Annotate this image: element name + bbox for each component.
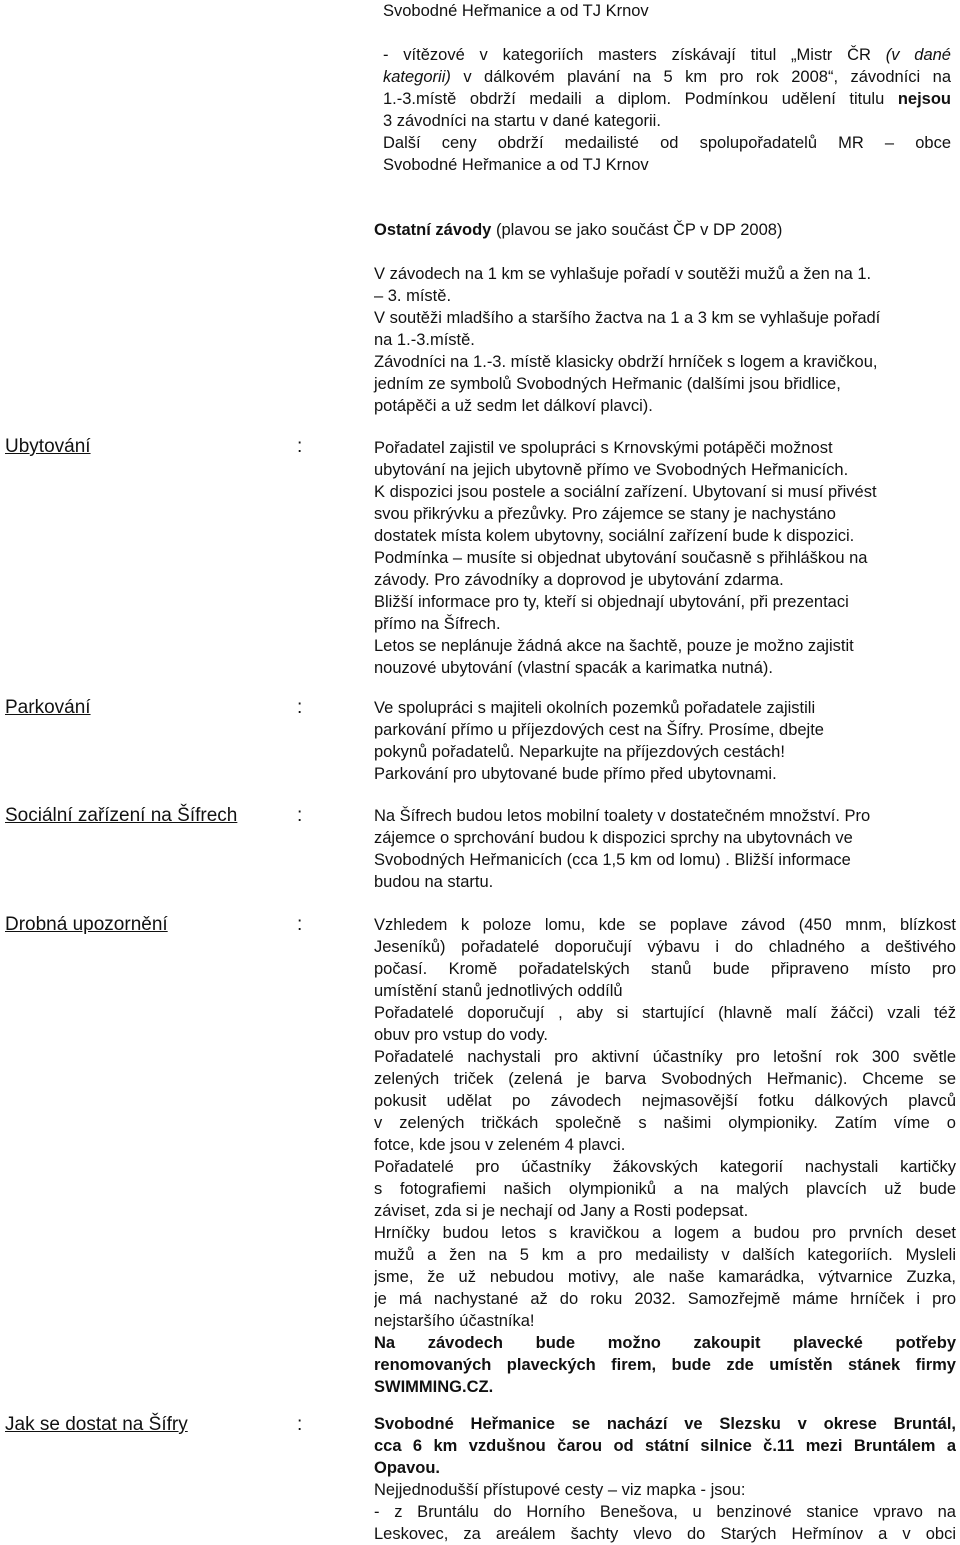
accommodation-colon: :	[297, 436, 303, 457]
prizes-paragraph	[383, 132, 951, 176]
accommodation-line: Letos se neplánuje žádná akce na šachtě, pouze je možno zajistit	[374, 637, 854, 655]
parking-line: Ve spolupráci s majiteli okolních pozemků pořadatele zajistili	[374, 699, 816, 717]
other-races-body	[374, 263, 956, 417]
notes-line: obuv pro vstup do vody.	[374, 1026, 548, 1044]
notes-bold-line: SWIMMING.CZ.	[374, 1378, 494, 1396]
parking-body	[374, 697, 956, 785]
other-races-line: na 1.-3.místě.	[374, 331, 475, 349]
masters-line-1-italic: (v dané	[885, 46, 951, 64]
notes-line: Pořadatelé pro účastníky žákovských kategorií nachystali kartičky	[374, 1158, 956, 1176]
accommodation-line: nouzové ubytování (vlastní spacák a karimatka nutná).	[374, 659, 773, 677]
notes-line: zelených triček (zelená je barva Svobodných Heřmanic). Chceme se	[374, 1070, 956, 1088]
notes-label: Drobná upozornění	[5, 914, 168, 935]
accommodation-line: Podmínka – musíte si objednat ubytování současně s přihláškou na	[374, 549, 868, 567]
masters-line-3-text: 1.-3.místě obdrží medaili a diplom. Podmínkou udělení titulu	[383, 90, 898, 108]
notes-line: jsme, že už nebudou motivy, ale naše kamarádka, výtvarnice Zuzka,	[374, 1268, 956, 1286]
accommodation-line: dostatek místa kolem ubytovny, sociální zařízení bude k dispozici.	[374, 527, 855, 545]
facilities-line: Na Šífrech budou letos mobilní toalety v dostatečném množství. Pro	[374, 807, 871, 825]
masters-line-3-bold: nejsou	[897, 90, 951, 108]
notes-bold-line: Na závodech bude možno zakoupit plavecké potřeby	[374, 1334, 956, 1352]
accommodation-body	[374, 437, 956, 679]
prizes-line-2: Svobodné Heřmanice a od TJ Krnov	[383, 156, 649, 174]
other-races-heading-bold: Ostatní závody	[374, 221, 492, 239]
parking-colon: :	[297, 697, 303, 718]
masters-line-1	[383, 44, 951, 66]
other-races-line: V soutěži mladšího a staršího žactva na 1 a 3 km se vyhlašuje pořadí	[374, 309, 881, 327]
notes-line: Hrníčky budou letos s kravičkou a logem a budou pro prvních deset	[374, 1224, 956, 1242]
notes-line: Pořadatelé doporučují , aby si startující (hlavně malí žáčci) vzali též	[374, 1004, 956, 1022]
facilities-line: zájemce o sprchování budou k dispozici sprchy na ubytovnách ve	[374, 829, 853, 847]
masters-line-1-text: - vítězové v kategoriích masters získávají titul „Mistr ČR	[383, 46, 886, 64]
notes-line: Vzhledem k poloze lomu, kde se poplave závod (450 mnm, blízkost	[374, 916, 956, 934]
accommodation-line: Bližší informace pro ty, kteří si objednají ubytování, při prezentaci	[374, 593, 849, 611]
other-races-line: – 3. místě.	[374, 287, 452, 305]
accommodation-line: závody. Pro závodníky a doprovod je ubytování zdarma.	[374, 571, 784, 589]
notes-line: pokusit udělat po závodech nejmasovější fotku dálkových plavců	[374, 1092, 956, 1110]
parking-label: Parkování	[5, 697, 91, 718]
parking-line: parkování přímo u příjezdových cest na Šífry. Prosíme, dbejte	[374, 721, 824, 739]
directions-label: Jak se dostat na Šífry	[5, 1414, 188, 1435]
facilities-body	[374, 805, 956, 893]
accommodation-line: přímo na Šífrech.	[374, 615, 501, 633]
other-races-line: V závodech na 1 km se vyhlašuje pořadí v soutěži mužů a žen na 1.	[374, 265, 872, 283]
directions-bold-line: Opavou.	[374, 1459, 441, 1477]
masters-line-3	[383, 88, 951, 110]
masters-paragraph	[383, 44, 951, 132]
masters-line-2-text: v dálkovém plavání na 5 km pro rok 2008“, závodníci na	[450, 68, 951, 86]
directions-body	[374, 1413, 956, 1545]
other-races-line: jedním ze symbolů Svobodných Heřmanic (dalšími jsou břidlice,	[374, 375, 841, 393]
other-races-heading-rest: (plavou se jako součást ČP v DP 2008)	[491, 221, 783, 239]
accommodation-label: Ubytování	[5, 436, 91, 457]
masters-line-2	[383, 66, 951, 88]
accommodation-line: ubytování na jejich ubytovně přímo ve Svobodných Heřmanicích.	[374, 461, 849, 479]
parking-line: pokynů pořadatelů. Neparkujte na příjezdových cestách!	[374, 743, 785, 761]
accommodation-line: K dispozici jsou postele a sociální zařízení. Ubytovaní si musí přivést	[374, 483, 877, 501]
facilities-colon: :	[297, 805, 303, 826]
other-races-line: Závodníci na 1.-3. místě klasicky obdrží hrníček s logem a kravičkou,	[374, 353, 878, 371]
facilities-label: Sociální zařízení na Šífrech	[5, 805, 238, 826]
notes-colon: :	[297, 914, 303, 935]
directions-line: Nejjednodušší přístupové cesty – viz mapka - jsou:	[374, 1481, 746, 1499]
notes-line: záviset, zda si je nechají od Jany a Rosti podepsat.	[374, 1202, 749, 1220]
notes-line: počasí. Kromě pořadatelských stanů bude připraveno místo pro	[374, 960, 956, 978]
notes-line: nejstaršího účastníka!	[374, 1312, 535, 1330]
masters-line-2-italic: kategorii)	[383, 68, 451, 86]
accommodation-line: Pořadatel zajistil ve spolupráci s Krnovskými potápěči možnost	[374, 439, 833, 457]
directions-line: Leskovec, za areálem šachty vlevo do Starých Heřmínov a v obci	[374, 1525, 956, 1543]
notes-bold-line: renomovaných plaveckých firem, bude zde umístěn stánek firmy	[374, 1356, 956, 1374]
directions-colon: :	[297, 1414, 303, 1435]
masters-line-4: 3 závodníci na startu v dané kategorii.	[383, 112, 661, 130]
accommodation-line: svou přikrývku a přezůvky. Pro zájemce se stany je nachystáno	[374, 505, 836, 523]
notes-line: Pořadatelé nachystali pro aktivní účastníky pro letošní rok 300 světle	[374, 1048, 956, 1066]
notes-line: v zelených tričkách společně s našimi olympioniky. Zatím víme o	[374, 1114, 956, 1132]
facilities-line: Svobodných Heřmanicích (cca 1,5 km od lomu) . Bližší informace	[374, 851, 851, 869]
other-races-line: potápěči a už sedm let dálkoví plavci).	[374, 397, 653, 415]
notes-line: je má nachystané až do roku 2032. Samozřejmě máme hrníček i pro	[374, 1290, 956, 1308]
top-line1: Svobodné Heřmanice a od TJ Krnov	[383, 2, 649, 20]
top-continuation	[383, 0, 951, 22]
notes-line: fotce, kde jsou v zeleném 4 plavci.	[374, 1136, 626, 1154]
other-races-heading	[374, 219, 956, 241]
facilities-line: budou na startu.	[374, 873, 494, 891]
directions-bold-line: cca 6 km vzdušnou čarou od státní silnice č.11 mezi Bruntálem a	[374, 1437, 956, 1455]
notes-line: s fotografiemi našich olympioniků a na malých plavcích už bude	[374, 1180, 956, 1198]
prizes-line-1: Další ceny obdrží medailisté od spolupořadatelů MR – obce	[383, 134, 951, 152]
notes-line: umístění stanů jednotlivých oddílů	[374, 982, 623, 1000]
notes-body	[374, 914, 956, 1398]
directions-line: - z Bruntálu do Horního Benešova, u benzinové stanice vpravo na	[374, 1503, 956, 1521]
notes-line: Jeseníků) pořadatelé doporučují výbavu i do chladného a deštivého	[374, 938, 956, 956]
directions-bold-line: Svobodné Heřmanice se nachází ve Slezsku v okrese Bruntál,	[374, 1415, 956, 1433]
notes-line: mužů a žen na 5 km a pro medailisty v dalších kategoriích. Mysleli	[374, 1246, 956, 1264]
parking-line: Parkování pro ubytované bude přímo před ubytovnami.	[374, 765, 777, 783]
